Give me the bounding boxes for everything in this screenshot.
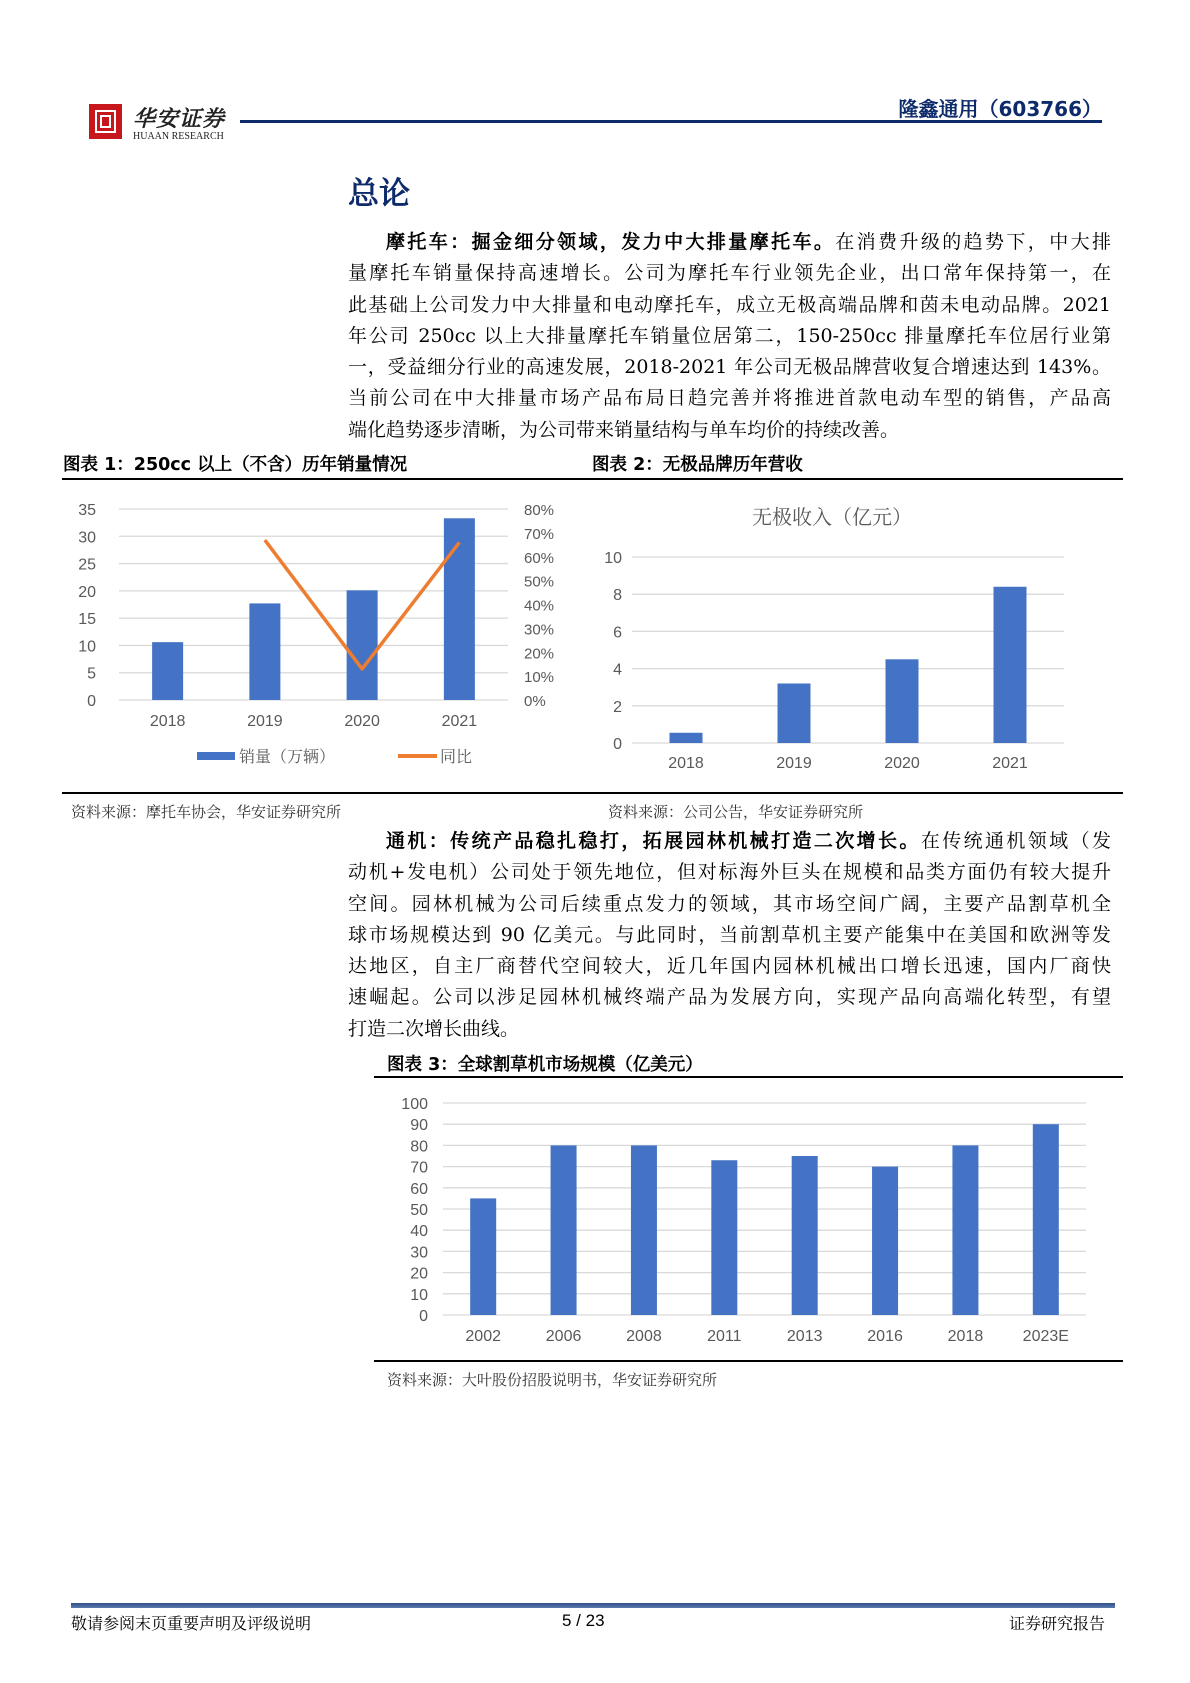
figure2-source: 资料来源：公司公告，华安证券研究所: [608, 803, 864, 821]
y-tick-label: 100: [401, 1096, 428, 1113]
y-tick-label: 40: [410, 1223, 428, 1241]
figure3-top-rule: [374, 1076, 1123, 1078]
bar-2021: [994, 587, 1027, 743]
bar-2023E: [1033, 1124, 1059, 1315]
bar-2019: [249, 603, 280, 700]
chart-mower-market: [380, 1090, 1110, 1352]
bar-2016: [872, 1167, 898, 1315]
y-tick-label: 4: [613, 661, 622, 679]
text-line: 动机+发电机）公司处于领先地位，但对标海外巨头在规模和品类方面仍有较大提升: [348, 861, 1111, 884]
y-tick-label: 5: [87, 665, 96, 683]
y-tick-label: 10: [410, 1286, 428, 1304]
y2-tick-label: 20%: [524, 645, 555, 663]
y-tick-label: 15: [78, 611, 96, 629]
x-tick-label: 2016: [867, 1328, 903, 1345]
y-tick-label: 90: [410, 1117, 428, 1135]
y-tick-label: 80: [410, 1138, 428, 1156]
x-tick-label: 2019: [247, 713, 283, 730]
x-tick-label: 2019: [776, 755, 812, 772]
figure-top-rule: [62, 478, 1123, 480]
text-line: 打造二次增长曲线。: [348, 1017, 520, 1040]
figure1-source: 资料来源：摩托车协会，华安证券研究所: [71, 803, 342, 821]
text-line: 空间。园林机械为公司后续重点发力的领域，其市场空间广阔，主要产品割草机全: [348, 892, 1111, 915]
y2-tick-label: 0%: [524, 693, 546, 710]
bar-2008: [631, 1145, 657, 1315]
y-tick-label: 20: [410, 1265, 428, 1283]
y-tick-label: 70: [410, 1159, 428, 1177]
figure1-title: 图表 1：250cc 以上（不含）历年销量情况: [63, 455, 408, 475]
x-tick-label: 2018: [947, 1328, 984, 1345]
y-tick-label: 10: [604, 550, 622, 567]
bar-2011: [711, 1160, 737, 1315]
x-tick-label: 2006: [545, 1328, 582, 1345]
section-title: 总论: [348, 176, 410, 212]
legend-label-sales: 销量（万辆）: [239, 749, 336, 766]
y-tick-label: 10: [78, 638, 96, 656]
figure-bottom-rule: [62, 792, 1123, 794]
x-tick-label: 2020: [884, 755, 920, 772]
y-tick-label: 20: [78, 583, 96, 601]
text-line: 达地区，自主厂商替代空间较大，近几年国内园林机械出口增长迅速，国内厂商快: [348, 955, 1111, 978]
y-tick-label: 0: [87, 693, 96, 710]
y-tick-label: 6: [613, 624, 622, 642]
bar-2018: [152, 642, 183, 700]
paragraph-lead: 摩托车：掘金细分领域，发力中大排量摩托车。: [386, 231, 836, 253]
x-tick-label: 2011: [707, 1328, 742, 1345]
figure3-source: 资料来源：大叶股份招股说明书，华安证券研究所: [387, 1371, 718, 1389]
logo-text: 华安证券: [133, 106, 226, 132]
y2-tick-label: 10%: [524, 669, 555, 687]
y-tick-label: 35: [78, 502, 96, 519]
y2-tick-label: 30%: [524, 621, 555, 639]
page-number: 5 / 23: [562, 1611, 605, 1630]
text-line: 端化趋势逐步清晰，为公司带来销量结构与单车均价的持续改善。: [348, 418, 900, 441]
bar-2006: [551, 1145, 577, 1315]
y-tick-label: 30: [78, 529, 96, 547]
y2-tick-label: 50%: [524, 573, 555, 591]
x-tick-label: 2021: [992, 755, 1028, 772]
text-line: 球市场规模达到 90 亿美元。与此同时，当前割草机主要产能集中在美国和欧洲等发: [348, 923, 1111, 946]
chart-title: 无极收入（亿元）: [752, 507, 912, 529]
text-line: 量摩托车销量保持高速增长。公司为摩托车行业领先企业，出口常年保持第一，在: [348, 262, 1111, 285]
footer-divider: [71, 1603, 1115, 1608]
text-line: 当前公司在中大排量市场产品布局日趋完善并将推进首款电动车型的销售，产品高: [348, 387, 1111, 410]
y-tick-label: 50: [410, 1202, 428, 1219]
y2-tick-label: 40%: [524, 597, 555, 615]
figure3-title: 图表 3：全球割草机市场规模（亿美元）: [387, 1055, 703, 1075]
y2-tick-label: 70%: [524, 525, 555, 543]
chart-wuji-revenue: [600, 490, 1120, 780]
company-ticker: 隆鑫通用（603766）: [898, 97, 1102, 121]
y-tick-label: 25: [78, 556, 96, 574]
bar-2021: [444, 518, 475, 700]
paragraph-general-machinery: 通机：传统产品稳扎稳打，拓展园林机械打造二次增长。在传统通机领域（发 动机+发电机）公司处于领先地位，但对标海外巨头在规模和品类方面仍有较大提升 空间。园林机械为公司后续重点发力的领域，其市场空间广阔，主要产品割草机全 球市场规模达到 90 亿美元。与此同时，当前割草机主要产能集中在美国和欧洲等发 达地区，自主厂商替代空间较大，近几年国内园林机械出口增长迅速，国内厂商快 速崛起。公司以涉足园林机械终端产品为发展方向，实现产品向高端化转型，有望 打造二次增长曲线。: [348, 826, 1111, 1045]
figure2-title: 图表 2：无极品牌历年营收: [592, 455, 803, 475]
footer-disclaimer: 敬请参阅末页重要声明及评级说明: [71, 1614, 312, 1633]
text-line: 速崛起。公司以涉足园林机械终端产品为发展方向，实现产品向高端化转型，有望: [348, 986, 1111, 1009]
x-tick-label: 2013: [786, 1328, 823, 1345]
y-tick-label: 60: [410, 1180, 428, 1198]
x-tick-label: 2008: [626, 1328, 662, 1345]
paragraph-motorcycle: 摩托车：掘金细分领域，发力中大排量摩托车。在消费升级的趋势下，中大排 量摩托车销量保持高速增长。公司为摩托车行业领先企业，出口常年保持第一，在 此基础上公司发力中大排量和电动摩托车，成立无极高端品牌和茵未电动品牌。2021 年公司 250cc 以上大排量摩托车销量位居第二，150-250cc 排量摩托车位居行业第 一，受益细分行业的高速发展，2018-2021 年公司无极品牌营收复合增速达到 143%。 当前公司在中大排量市场产品布局日趋完善并将推进首款电动车型的销售，产品高 端化趋势逐步清晰，为公司带来销量结构与单车均价的持续改善。: [348, 227, 1111, 446]
x-tick-label: 2018: [668, 755, 704, 772]
x-tick-label: 2018: [149, 713, 186, 730]
x-tick-label: 2021: [441, 713, 478, 730]
y2-tick-label: 60%: [524, 549, 555, 567]
bar-2019: [778, 683, 811, 743]
y-tick-label: 0: [613, 736, 622, 753]
logo-subtext: HUAAN RESEARCH: [133, 131, 224, 142]
text-line: 一，受益细分行业的高速发展，2018-2021 年公司无极品牌营收复合增速达到 143%。: [348, 356, 1111, 379]
paragraph-lead: 通机：传统产品稳扎稳打，拓展园林机械打造二次增长。: [386, 830, 921, 852]
x-tick-label: 2023E: [1022, 1328, 1069, 1345]
y-tick-label: 0: [419, 1308, 428, 1325]
bar-2002: [470, 1198, 496, 1315]
bar-2020: [347, 590, 378, 700]
x-tick-label: 2020: [344, 713, 380, 730]
bar-2018: [952, 1145, 978, 1315]
legend-label-yoy: 同比: [440, 749, 473, 766]
legend-swatch-sales: [197, 752, 235, 760]
y-tick-label: 2: [613, 698, 622, 716]
bar-2018: [670, 733, 703, 743]
bar-2020: [886, 659, 919, 743]
footer-report-type: 证券研究报告: [1008, 1614, 1105, 1633]
y-tick-label: 30: [410, 1244, 428, 1262]
logo-mark: [89, 104, 122, 139]
y-tick-label: 8: [613, 587, 622, 605]
x-tick-label: 2002: [465, 1328, 501, 1345]
text-line: 年公司 250cc 以上大排量摩托车销量位居第二，150-250cc 排量摩托车位居行业第: [348, 324, 1111, 347]
bar-2013: [792, 1156, 818, 1315]
figure3-bottom-rule: [374, 1360, 1123, 1362]
chart-sales-volume: [62, 490, 582, 780]
text-line: 此基础上公司发力中大排量和电动摩托车，成立无极高端品牌和茵未电动品牌。2021: [348, 293, 1111, 316]
y2-tick-label: 80%: [524, 502, 555, 519]
